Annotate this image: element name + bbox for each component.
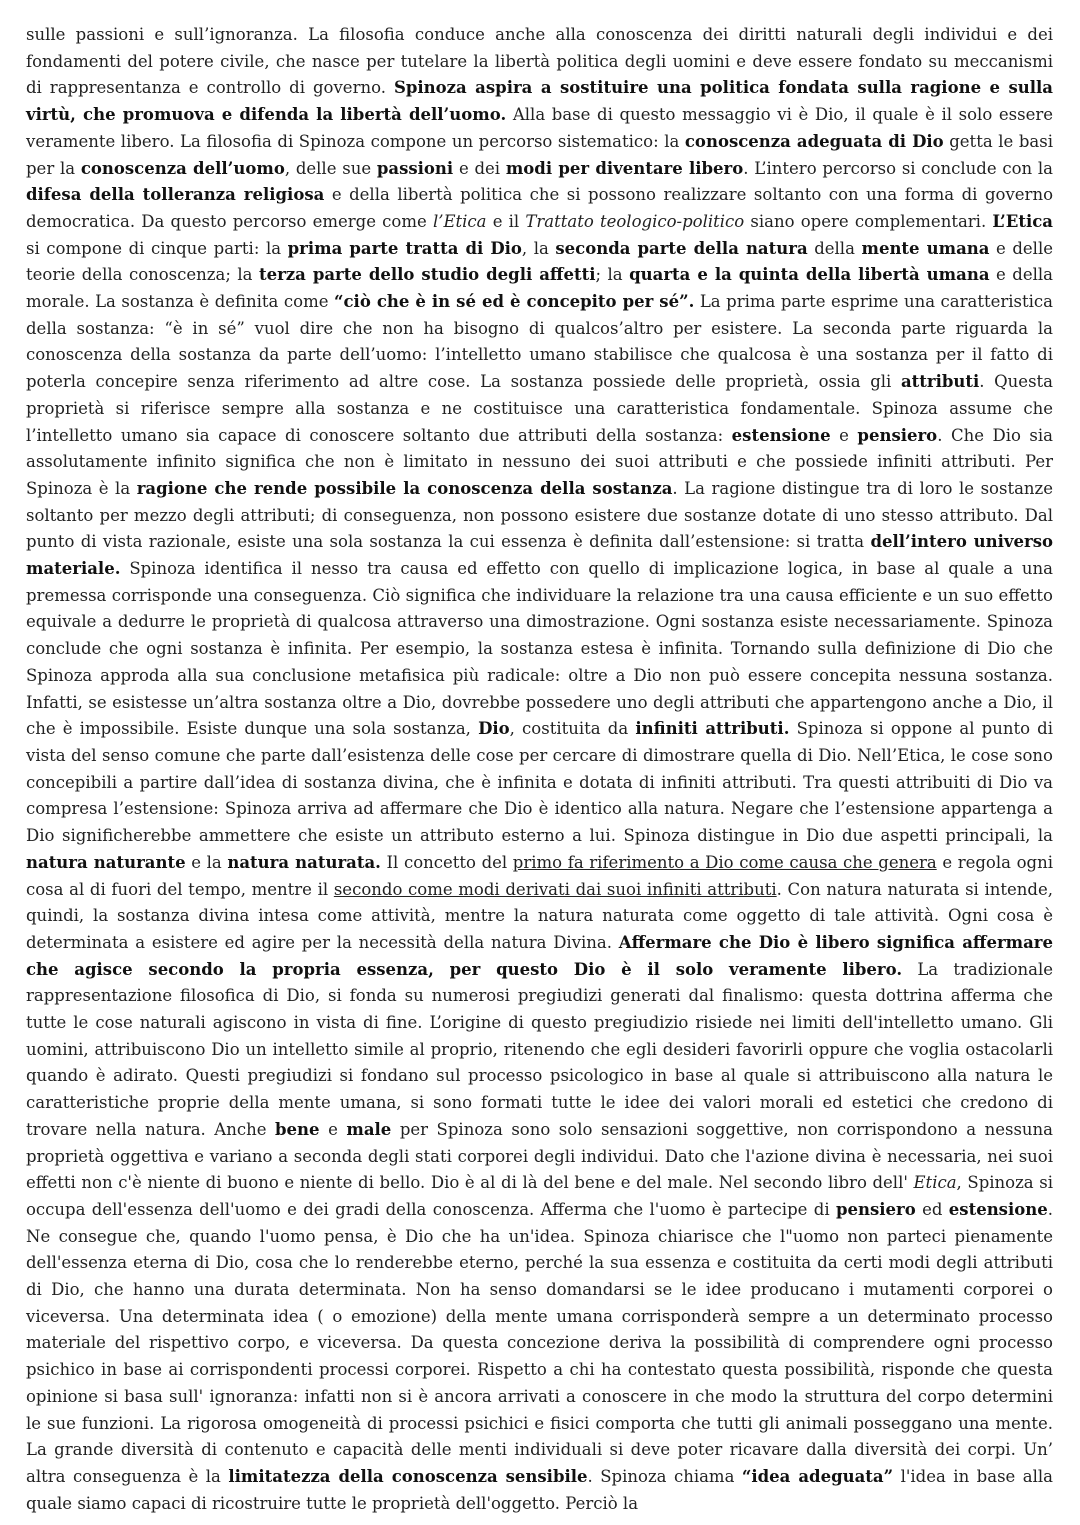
bold-text-run: difesa della tolleranza religiosa	[26, 185, 325, 205]
text-run: per Spinoza sono solo sensazioni soggettive, non corrispondono a nessuna proprietà oggettiva e variano a seconda degli stati corporei degli individui. Dato che l'azione divina è necessaria, nei suoi effetti non c'è niente di buono e niente di bello. Dio è al di là del bene e del male. Nel secondo libro dell'	[26, 1119, 1054, 1193]
text-run: siano opere complementari.	[744, 211, 993, 231]
text-run: Alla base di questo messaggio vi è Dio, il quale è il solo essere veramente libero. La filosofia di Spinoza compone un percorso sistematico: la	[26, 105, 1053, 151]
underlined-text-run: secondo come modi derivati dai suoi infiniti attributi	[333, 879, 777, 899]
bold-text-run: “ciò che è in sé ed è concepito per sé”.	[334, 292, 695, 312]
text-run: . Ne consegue che, quando l'uomo pensa, è Dio che ha un'idea. Spinoza chiarisce che l"uomo non parteci pienamente dell'essenza eterna di Dio, cosa che lo renderebbe eterno, perché la sua essenza e costituita da certi modi degli attributi di Dio, che hanno una durata determinata. Non ha senso domandarsi se le idee producano i mutamenti corporei o viceversa. Una determinata idea ( o emozione) della mente umana corrisponderà sempre a un determinato processo materiale del rispettivo corpo, e viceversa. Da questa concezione deriva la possibilità di comprendere ogni processo psichico in base ai corrispondenti processi corporei. Rispetto a chi ha contestato questa possibilità, risponde che questa opinione si basa sull' ignoranza: infatti non si è ancora arrivati a conoscere in che modo la struttura del corpo determini le sue funzioni. La rigorosa omogeneità di processi psichici e fisici comporta che tutti gli animali posseggano una mente. La grande diversità di contenuto e capacità delle menti individuali si deve poter ricavare dalla diversità dei corpi. Un’ altra conseguenza è la	[26, 1199, 1053, 1486]
text-run: , delle sue	[284, 158, 377, 178]
text-run: l'idea in base alla quale siamo capaci di ricostruire tutte le proprietà dell'oggetto. Perciò la	[26, 1466, 1054, 1513]
text-run: si compone di cinque parti: la	[26, 238, 288, 258]
text-run: e delle teorie della conoscenza; la	[26, 238, 1053, 285]
bold-text-run: natura naturante	[26, 852, 186, 872]
text-run: ; la	[595, 265, 630, 285]
text-run: . Che Dio sia assolutamente infinito significa che non è limitato in nessuno dei suoi attributi e che possiede infiniti attributi. Per Spinoza è la	[26, 425, 1053, 498]
bold-text-run: limitatezza della conoscenza sensibile	[228, 1466, 588, 1486]
text-run: Spinoza si oppone al punto di vista del senso comune che parte dall’esistenza delle cose per cercare di dimostrare quella di Dio. Nell’Etica, le cose sono concepibili a partire dall’idea di sostanza divina, che è infinita e dotata di infiniti attributi. Tra questi attribuiti di Dio va compresa l’estensione: Spinoza arriva ad affermare che Dio è identico alla natura. Negare che l’estensione appartenga a Dio significherebbe ammettere che esiste un attributo esterno a lui. Spinoza distingue in Dio due aspetti principali, la	[26, 719, 1053, 846]
text-run: getta le basi per la	[26, 131, 1053, 178]
bold-text-run: infiniti attributi.	[635, 719, 790, 739]
underlined-text-run: primo fa riferimento a Dio come causa che genera	[512, 852, 937, 872]
bold-text-run: seconda parte della natura	[555, 238, 808, 258]
text-run: . Spinoza chiama	[587, 1466, 742, 1486]
bold-text-run: passioni	[376, 158, 454, 178]
text-run: e	[830, 425, 858, 445]
text-run: della	[807, 238, 862, 258]
bold-text-run: terza parte dello studio degli affetti	[258, 265, 596, 285]
text-run: e della libertà politica che si possono realizzare soltanto con una forma di governo democratica. Da questo percorso emerge come	[26, 185, 1053, 231]
bold-text-run: ragione che rende possibile la conoscenza della sostanza	[136, 478, 673, 498]
bold-text-run: conoscenza dell’uomo	[80, 158, 285, 178]
text-run: , costituita da	[509, 719, 636, 739]
text-run: Spinoza identifica il nesso tra causa ed effetto con quello di implicazione logica, in base al quale a una premessa corrisponde una conseguenza. Ciò significa che individuare la relazione tra una causa efficiente e un suo effetto equivale a dedurre le proprietà di qualcosa attraverso una dimostrazione. Ogni sostanza esiste necessariamente. Spinoza conclude che ogni sostanza è infinita. Per esempio, la sostanza estesa è infinita. Tornando sulla definizione di Dio che Spinoza approda alla sua conclusione metafisica più radicale: oltre a Dio non può essere concepita nessuna sostanza. Infatti, se esistesse un’altra sostanza oltre a Dio, dovrebbe possedere uno degli attributi che appartengono anche a Dio, il che è impossibile. Esiste dunque una sola sostanza,	[26, 559, 1053, 739]
text-run: e	[319, 1119, 347, 1139]
bold-text-run: conoscenza adeguata di Dio	[684, 131, 944, 151]
text-run: , la	[521, 238, 556, 258]
bold-text-run: “idea adeguata”	[741, 1466, 894, 1486]
bold-text-run: estensione	[731, 425, 831, 445]
text-run: Il concetto del	[380, 852, 513, 872]
bold-text-run: natura naturata.	[227, 852, 381, 872]
body-paragraph	[26, 22, 1053, 1517]
text-run: La tradizionale rappresentazione filosofica di Dio, si fonda su numerosi pregiudizi generati dal finalismo: questa dottrina afferma che tutte le cose naturali agiscono in vista di fine. L’origine di questo pregiudizio risiede nei limiti dell'intelletto umano. Gli uomini, attribuiscono Dio un intelletto simile al proprio, ritenendo che egli desideri favorirli oppure che voglia ostacolarli quando è adirato. Questi pregiudizi si fondano sul processo psicologico in base al quale si attribuiscono alla natura le caratteristiche proprie della mente umana, si sono formati tutte le idee dei valori morali ed estetici che credono di trovare nella natura. Anche	[26, 959, 1054, 1139]
text-run: e della morale. La sostanza è definita come	[26, 265, 1053, 312]
bold-text-run: Affermare che Dio è libero significa affermare che agisce secondo la propria essenza, per questo Dio è il solo veramente libero.	[26, 932, 1053, 979]
bold-text-run: bene	[275, 1119, 320, 1139]
text-run: e regola ogni cosa al di fuori del tempo, mentre il	[26, 852, 1053, 899]
bold-text-run: dell’intero universo materiale.	[26, 532, 1053, 579]
text-run: e il	[486, 211, 526, 231]
text-run: ed	[915, 1199, 949, 1219]
bold-text-run: prima parte tratta di Dio	[287, 238, 522, 258]
italic-text-run: l’Etica	[432, 211, 487, 231]
text-run: e dei	[453, 158, 506, 178]
bold-text-run: pensiero	[857, 425, 938, 445]
text-run: sulle passioni e sull’ignoranza. La filosofia conduce anche alla conoscenza dei diritti naturali degli individui e dei fondamenti del potere civile, che nasce per tutelare la libertà politica degli uomini e deve essere fondato su meccanismi di rappresentanza e controllo di governo.	[26, 25, 1053, 98]
italic-text-run: Trattato teologico-politico	[525, 211, 745, 231]
text-run: , Spinoza si occupa dell'essenza dell'uomo e dei gradi della conoscenza. Afferma che l'uomo è partecipe di	[26, 1173, 1053, 1219]
bold-text-run: Spinoza aspira a sostituire una politica fondata sulla ragione e sulla virtù, che promuova e difenda la libertà dell’uomo.	[26, 78, 1053, 125]
text-run: . L’intero percorso si conclude con la	[743, 158, 1054, 178]
bold-text-run: Dio	[478, 719, 510, 739]
bold-text-run: mente umana	[861, 238, 990, 258]
bold-text-run: estensione	[948, 1199, 1048, 1219]
text-run: La prima parte esprime una caratteristica della sostanza: “è in sé” vuol dire che non ha bisogno di qualcos’altro per esistere. La seconda parte riguarda la conoscenza della sostanza da parte dell’uomo: l’intelletto umano stabilisce che qualcosa è una sostanza per il fatto di poterla concepire senza riferimento ad altre cose. La sostanza possiede delle proprietà, ossia gli	[26, 292, 1053, 392]
bold-text-run: quarta e la quinta della libertà umana	[629, 265, 990, 285]
text-run: . Questa proprietà si riferisce sempre alla sostanza e ne costituisce una caratteristica fondamentale. Spinoza assume che l’intelletto umano sia capace di conoscere soltanto due attributi della sostanza:	[26, 372, 1054, 445]
text-run: e la	[185, 852, 228, 872]
text-run: . La ragione distingue tra di loro le sostanze soltanto per mezzo degli attributi; di conseguenza, non possono esistere due sostanze dotate di uno stesso attributo. Dal punto di vista razionale, esiste una sola sostanza la cui essenza è definita dall’estensione: si tratta	[26, 478, 1053, 552]
bold-text-run: pensiero	[835, 1199, 916, 1219]
italic-text-run: Etica	[913, 1173, 957, 1193]
text-run: . Con natura naturata si intende, quindi, la sostanza divina intesa come attività, mentre la natura naturata come oggetto di tale attività. Ogni cosa è determinata a esistere ed agire per la necessità della natura Divina.	[26, 879, 1053, 952]
bold-text-run: male	[346, 1119, 392, 1139]
bold-text-run: L’Etica	[992, 211, 1053, 231]
bold-text-run: modi per diventare libero	[505, 158, 744, 178]
bold-text-run: attributi	[900, 372, 980, 392]
